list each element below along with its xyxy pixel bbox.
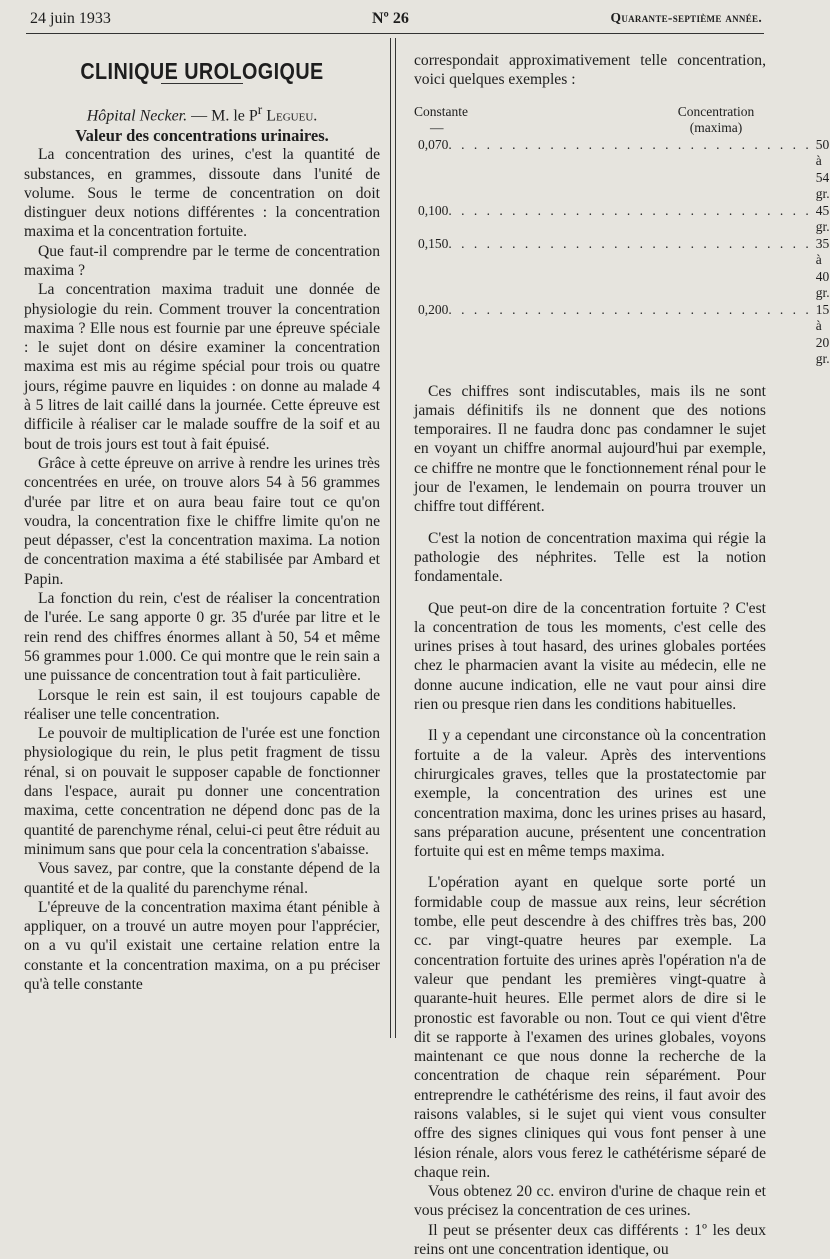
table-cell-constante: 0,200 — [418, 301, 449, 317]
table-row — [414, 136, 830, 203]
table-cell-concentration: 45 gr. — [815, 202, 830, 235]
paragraph: Ces chiffres sont indiscutables, mais ils ne sont jamais définitifs ils ne donnent que des notions temporaires. Il ne faudra donc pas condamner le sujet en voyant un chiffre anormal aujourd'hui par exemple, ce chiffre ne montre que le fonctionnement rénal pour le jour de l'examen, le lendemain on pourra trouver un chiffre tout différent. — [414, 382, 766, 516]
paragraph: Grâce à cette épreuve on arrive à rendre les urines très concentrées en urée, on trouve alors 54 à 56 grammes d'urée par litre et on aura beau faire tout ce qu'on voudra, la concentration fixe le chiffre limite qu'on ne peut dépasser, c'est la concentration maxima. La notion de concentration maxima a été stabilisée par Ambard et Papin. — [24, 454, 380, 588]
table-header-constante: Constante — [414, 103, 468, 119]
table-cell-constante: 0,070 — [418, 136, 449, 152]
hospital-name: Hôpital Necker. — [86, 107, 188, 125]
paragraph: Vous obtenez 20 cc. environ d'urine de chaque rein et vous précisez la concentration de ces urines. — [414, 1183, 766, 1220]
table-header-maxima: (maxima) — [689, 120, 743, 136]
column-separator — [390, 38, 396, 1038]
paragraph: correspondait approximativement telle concentration, voici quelques exemples : — [414, 52, 766, 89]
paragraph: Vous savez, par contre, que la constante dépend de la quantité et de la qualité du parenchyme rénal. — [24, 860, 380, 897]
paragraph: L'opération ayant en quelque sorte porté un formidable coup de massue aux reins, leur sécrétion tombe, elle peut descendre à des chiffres très bas, 200 cc. par vingt-quatre heures par exemple. La concentration fortuite des urines après l'opération n'a de valeur que pendant les premières vingt-quatre à quarante-huit heures. Elle permet alors de dire si le pronostic est favorable ou non. Tout ce qui vient d'être dit se rapporte à l'examen des urines globales, voyons maintenant ce que nous donne la recherche de la concentration de chaque rein séparément. Pour entreprendre le cathétérisme des reins, il faut avoir des raisons valables, si le sujet qui vient vous consulter offre des signes cliniques qui vous font penser à une lésion rénale, alors vous ferez le cathétérisme séparé de chaque rein. — [414, 874, 766, 1181]
table-subheader-row — [414, 120, 766, 137]
paragraph: Lorsque le rein est sain, il est toujours capable de réaliser une telle concentration. — [24, 686, 380, 723]
table-cell-constante: 0,100 — [418, 202, 449, 218]
article-subtitle: Valeur des concentrations urinaires. — [75, 125, 329, 145]
paragraph: Il peut se présenter deux cas différents : 1º les deux reins ont une concentration identique, ou — [414, 1221, 766, 1259]
article-title: CLINIQUE UROLOGIQUE — [80, 58, 324, 84]
leader-dots: . . . . . . . . . . . . . . . . . . . . . . . . . . . . . — [448, 235, 812, 251]
header-year: Quarante-septième année. — [610, 10, 762, 25]
paragraph: Que peut-on dire de la concentration fortuite ? C'est la concentration de tous les moments, c'est celle des urines prises à tout hasard, des urines globales portées chez le pharmacien avant la visite au médecin, elle ne donne aucune indication, elle ne vaut pour ainsi dire rien ou presque rien dans les conditions habituelles. — [414, 599, 766, 714]
article-byline — [24, 100, 380, 126]
table-header-dash: — — [430, 120, 444, 136]
right-column — [414, 51, 830, 1259]
paragraph: L'épreuve de la concentration maxima étant pénible à appliquer, on a trouvé un autre moyen pour l'apprécier, on a vu qu'il existait une certaine relation entre la constante et la concentration maxima, on a pu préciser qu'à telle constante — [24, 898, 380, 993]
leader-dots: . . . . . . . . . . . . . . . . . . . . . . . . . . . . . — [448, 301, 812, 317]
leader-dots: . . . . . . . . . . . . . . . . . . . . . . . . . . . . . — [448, 202, 812, 218]
table-cell-concentration: 35 à 40 gr. — [815, 235, 830, 301]
table-cell-constante: 0,150 — [418, 235, 449, 251]
table-cell-concentration: 15 à 20 gr. — [815, 301, 830, 367]
header-date: 24 juin 1933 — [30, 10, 111, 27]
table-cell-concentration: 50 à 54 gr. — [815, 136, 830, 202]
paragraph: C'est la notion de concentration maxima qui régie la pathologie des néphrites. Telle est la notion fondamentale. — [414, 529, 766, 586]
byline-prefix: — M. le P — [187, 107, 258, 125]
paragraph: La fonction du rein, c'est de réaliser la concentration de l'urée. Le sang apporte 0 gr. 35 d'urée par litre et le rein rend des chiffres énormes allant à 50, 54 et même 56 grammes pour 1.000. Ce qui montre que le rein sain a une puissance de concentration tout à fait particulière. — [24, 590, 380, 685]
paragraph: Le pouvoir de multiplication de l'urée est une fonction physiologique du rein, le plus petit fragment de tissu rénal, si on pouvait le supposer capable de fonctionner dans l'espace, aurait pu donner une concentration maxima, cette concentration ne dépend donc pas de la quantité de parenchyme rénal, celui-ci peut être réduit au minimum sans que pour cela la concentration s'abaisse. — [24, 725, 380, 858]
header-issue-number: Nº 26 — [372, 10, 409, 27]
paragraph: La concentration des urines, c'est la quantité de substances, en grammes, dissoute dans l'unité de volume. Sous le terme de concentration on doit distinguer deux notions différentes : la concentration maxima et la concentration fortuite. — [24, 146, 380, 241]
table-header-concentration: Concentration — [677, 103, 755, 119]
table-row — [414, 235, 830, 302]
table-header-row — [414, 104, 766, 121]
left-column — [24, 48, 380, 994]
paragraph: Que faut-il comprendre par le terme de concentration maxima ? — [24, 242, 380, 279]
leader-dots: . . . . . . . . . . . . . . . . . . . . . . . . . . . . . — [448, 136, 812, 152]
table-row — [414, 301, 830, 368]
author-name: Legueu. — [262, 107, 318, 125]
byline-superscript: r — [257, 102, 263, 118]
paragraph: Il y a cependant une circonstance où la concentration fortuite a de la valeur. Après des interventions chirurgicales graves, telles que la prostatectomie par exemple, la concentration des urines est une concentration maxima, donc les urines prises au hasard, sans préparation aucune, présentent une concentration fortuite qui est en même temps maxima. — [414, 727, 766, 861]
table-row — [414, 202, 830, 236]
header-rule — [26, 33, 764, 34]
paragraph: La concentration maxima traduit une donnée de physiologie du rein. Comment trouver la concentration maxima ? Elle nous est fournie par une épreuve spéciale : le sujet dont on désire examiner la concentration maxima est mis au régime spécial pour trois ou quatre jours, régime pauvre en liquides : on donne au malade 4 à 5 litres de lait caillé dans la journée. Cette épreuve est difficile à réaliser car le malade souffre de la soif et au bout de trois jours est tout à fait épuisé. — [24, 281, 380, 453]
constants-table — [414, 103, 830, 368]
